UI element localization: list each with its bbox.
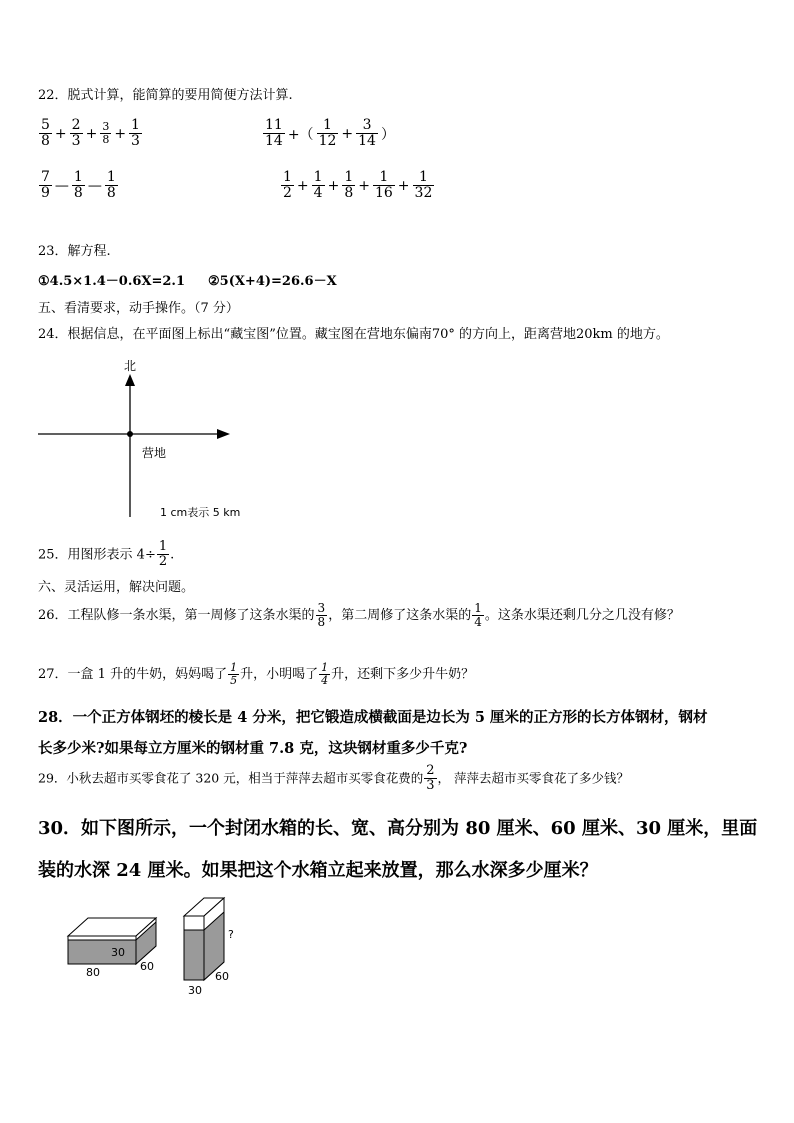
- q22-expr-2: $\frac{11}{14}$ +（ $\frac{1}{12}$ + $\frac{3}{14}$ ）: [265, 117, 395, 150]
- camp-label: 营地: [142, 446, 167, 460]
- q23-title: 23．解方程.: [38, 244, 111, 259]
- q30-line-1: 30．如下图所示，一个封闭水箱的长、宽、高分别为 80 厘米、60 厘米、30 厘米，里面: [38, 818, 758, 839]
- scale-label: 1 cm表示 5 km: [160, 506, 241, 519]
- q29-text: 29．小秋去超市买零食花了 320 元，相当于萍萍去超市买零食花费的 $\frac{2}{3}$ ， 萍萍去超市买零食花了多少钱？: [38, 763, 629, 794]
- flat-height-label: 30: [111, 946, 125, 959]
- q22-expr-1: $\frac{5}{8}$ + $\frac{2}{3}$ + $\frac{3}{8}$ + $\frac{1}{3}$: [41, 117, 140, 150]
- q27-text: 27．一盒 1 升的牛奶，妈妈喝了 $\frac{1}{5}$ 升，小明喝了 $\frac{1}{4}$ 升，还剩下多少升牛奶？: [38, 661, 475, 688]
- upright-length-label: 30: [188, 984, 202, 997]
- upright-depth-unknown: ?: [228, 928, 234, 941]
- q24-text: 24．根据信息，在平面图上标出“藏宝图”位置。藏宝图在营地东偏南70° 的方向上，距离营地20km 的地方。: [38, 327, 669, 342]
- flat-length-label: 80: [86, 966, 100, 979]
- q26-text: 26．工程队修一条水渠，第一周修了这条水渠的 $\frac{3}{8}$ ，第二周修了这条水渠的 $\frac{1}{4}$ 。这条水渠还剩几分之几没有修？: [38, 601, 680, 630]
- q23-equation-1: ①4.5×1.4－0.6X=2.1: [38, 274, 185, 289]
- upright-width-label: 60: [215, 970, 229, 983]
- upright-tank: [184, 898, 234, 997]
- q23-equation-2: ②5(X+4)=26.6－X: [208, 274, 337, 289]
- section-5-heading: 五、看清要求，动手操作。（7 分）: [38, 301, 239, 316]
- q28-line-2: 长多少米?如果每立方厘米的钢材重 7.8 克，这块钢材重多少千克?: [38, 740, 468, 757]
- q30-line-2: 装的水深 24 厘米。如果把这个水箱立起来放置，那么水深多少厘米？: [38, 860, 598, 881]
- flat-tank: [68, 918, 156, 979]
- q22-expr-3: $\frac{7}{9}$ — $\frac{1}{8}$ — $\frac{1}{8}$: [41, 169, 116, 202]
- compass-diagram: [30, 352, 270, 527]
- water-tank-figure: [60, 890, 280, 1000]
- section-6-heading: 六、灵活运用，解决问题。: [38, 580, 195, 595]
- north-label: 北: [124, 359, 137, 373]
- q22-expr-4: $\frac{1}{2}$ + $\frac{1}{4}$ + $\frac{1}{8}$ + $\frac{1}{16}$ + $\frac{1}{32}$: [283, 169, 433, 202]
- flat-width-label: 60: [140, 960, 154, 973]
- q25-text: 25．用图形表示 4÷ $\frac{1}{2}$ .: [38, 539, 175, 570]
- q28-line-1: 28．一个正方体钢坯的棱长是 4 分米，把它锻造成横截面是边长为 5 厘米的正方形的长方体钢材，钢材: [38, 709, 708, 726]
- q22-title: 22．脱式计算，能简算的要用简便方法计算.: [38, 88, 293, 103]
